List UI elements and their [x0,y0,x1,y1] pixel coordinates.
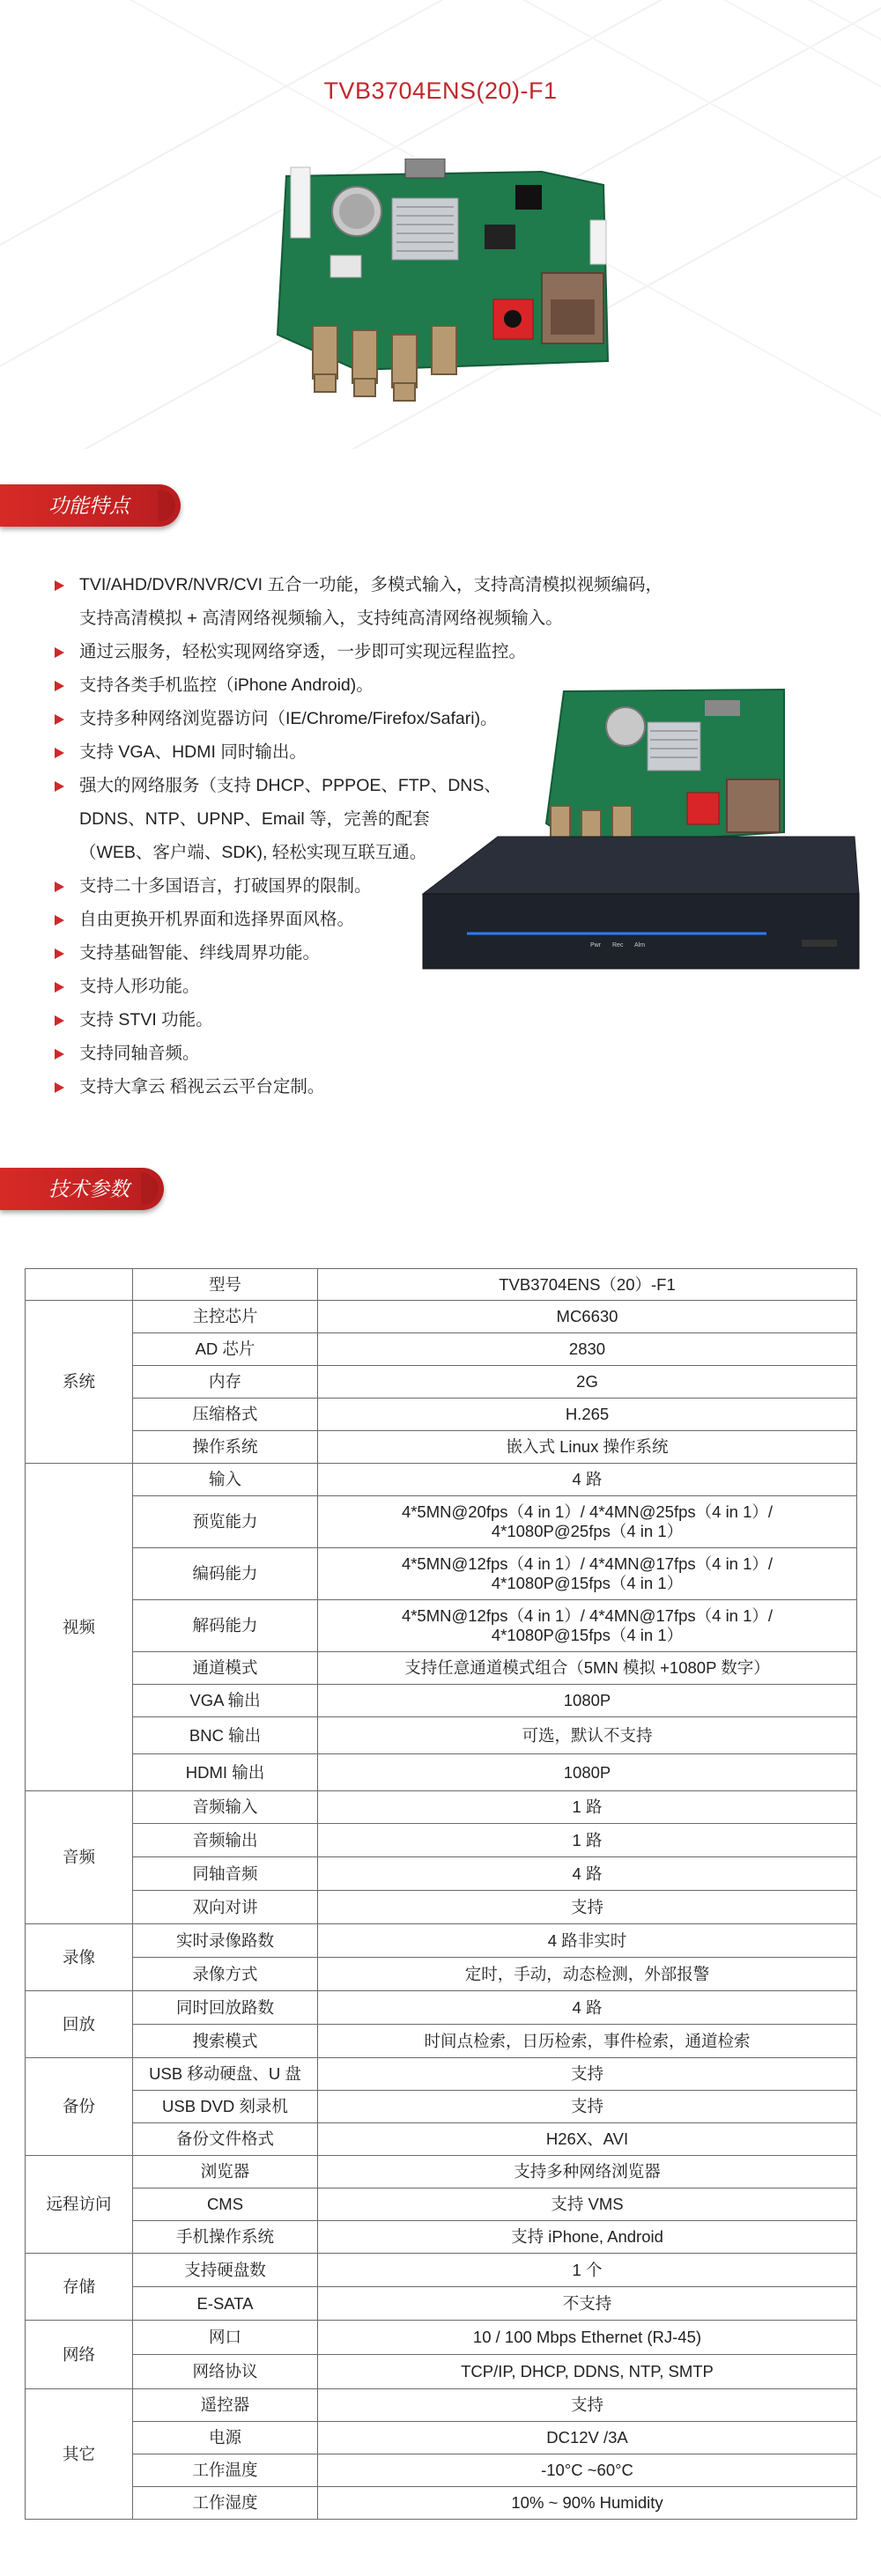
table-row [26,1685,857,1717]
param-cell: VGA 输出 [133,1685,318,1717]
table-row [26,2389,857,2422]
category-cell: 其它 [26,2389,133,2520]
table-row [26,1366,857,1399]
arrow-icon [55,714,64,725]
arrow-icon [55,948,64,959]
table-row [26,1991,857,2025]
arrow-icon [55,1049,64,1059]
value-cell: H.265 [318,1399,857,1431]
value-cell: 4 路 [318,1464,857,1496]
value-cell: 2G [318,1366,857,1399]
value-line: 4*5MN@12fps（4 in 1）/ 4*4MN@17fps（4 in 1）/ [401,1554,774,1573]
table-row [26,1600,857,1652]
arrow-icon [55,915,64,926]
table-row [26,1464,857,1496]
value-cell: 支持任意通道模式组合（5MN 模拟 +1080P 数字） [318,1652,857,1685]
value-cell: MC6630 [318,1301,857,1333]
param-cell: 遥控器 [133,2389,318,2422]
feature-text: 支持基础智能、绊线周界功能。 [79,943,321,963]
param-cell: 解码能力 [133,1600,318,1652]
arrow-icon [55,882,64,892]
features-heading: 功能特点 [0,484,181,527]
param-cell: BNC 输出 [133,1717,318,1754]
feature-text: 支持多种网络浏览器访问（IE/Chrome/Firefox/Safari)。 [79,709,498,728]
value-cell: 1080P [318,1685,857,1717]
alm-label: Alm [634,942,646,948]
value-cell: TCP/IP, DHCP, DDNS, NTP, SMTP [318,2355,857,2389]
value-cell: 4 路 [318,1857,857,1891]
param-cell: 型号 [133,1269,318,1301]
param-cell: 双向对讲 [133,1891,318,1924]
param-cell: 手机操作系统 [133,2221,318,2254]
table-row [26,1891,857,1924]
category-cell: 备份 [26,2058,133,2156]
table-row [26,2025,857,2058]
feature-text: 支持人形功能。 [79,977,200,996]
param-cell: USB 移动硬盘、U 盘 [133,2058,318,2091]
table-row [26,1333,857,1366]
value-line: 4*1080P@15fps（4 in 1） [491,1574,684,1592]
value-cell [318,1600,857,1652]
pwr-label: Pwr [590,942,602,948]
value-cell: 10% ~ 90% Humidity [318,2487,857,2520]
table-row [26,2254,857,2287]
param-cell: CMS [133,2188,318,2221]
value-cell: 支持 [318,2091,857,2123]
value-cell: 1 个 [318,2254,857,2287]
feature-text: （WEB、客户端、SDK), 轻松实现互联互通。 [79,843,427,862]
feature-text: TVI/AHD/DVR/NVR/CVI 五合一功能，多模式输入，支持高清模拟视频编码， [79,575,663,594]
feature-text: 支持各类手机监控（iPhone Android)。 [79,675,374,695]
param-cell: 操作系统 [133,1431,318,1464]
product-image [414,683,872,1000]
table-row [26,2188,857,2221]
feature-text: DDNS、NTP、UPNP、Email 等，完善的配套 [79,809,430,829]
table-row [26,1301,857,1333]
value-cell: 4 路 [318,1991,857,2025]
value-cell: 支持 iPhone, Android [318,2221,857,2254]
param-cell: AD 芯片 [133,1333,318,1366]
arrow-icon [55,580,64,591]
table-row [26,2058,857,2091]
value-cell: 可选，默认不支持 [318,1717,857,1754]
table-row [26,1496,857,1548]
param-cell: 网络协议 [133,2355,318,2389]
spec-table [25,1268,857,2520]
param-cell: 工作温度 [133,2454,318,2487]
arrow-icon [55,681,64,691]
category-cell: 系统 [26,1301,133,1464]
value-cell: 1 路 [318,1824,857,1857]
table-row [26,1431,857,1464]
table-row [26,2454,857,2487]
param-cell: 音频输出 [133,1824,318,1857]
feature-text: 支持同轴音频。 [79,1044,200,1063]
feature-item [55,568,663,635]
table-row [26,2091,857,2123]
param-cell: 输入 [133,1464,318,1496]
feature-text: 支持大拿云 稻视云云平台定制。 [79,1077,325,1096]
table-row [26,2156,857,2188]
table-row [26,1269,857,1301]
param-cell: 内存 [133,1366,318,1399]
category-cell: 音频 [26,1791,133,1924]
value-cell: 不支持 [318,2287,857,2321]
param-cell: 搜索模式 [133,2025,318,2058]
feature-item [55,1037,601,1070]
param-cell: 编码能力 [133,1548,318,1600]
table-row [26,1924,857,1958]
table-cell [26,1269,133,1301]
table-row [26,1399,857,1431]
value-cell: DC12V /3A [318,2422,857,2454]
table-row [26,1754,857,1791]
feature-text: 自由更换开机界面和选择界面风格。 [79,910,355,929]
value-cell [318,1496,857,1548]
feature-text: 通过云服务，轻松实现网络穿透，一步即可实现远程监控。 [79,642,527,661]
hero-section [0,0,881,449]
category-cell: 录像 [26,1924,133,1991]
param-cell: 实时录像路数 [133,1924,318,1958]
arrow-icon [55,748,64,758]
table-row [26,2355,857,2389]
param-cell: 主控芯片 [133,1301,318,1333]
rec-label: Rec [612,942,624,948]
param-cell: 通道模式 [133,1652,318,1685]
value-cell: 定时，手动，动态检测，外部报警 [318,1958,857,1991]
value-cell [318,1548,857,1600]
param-cell: 压缩格式 [133,1399,318,1431]
category-cell: 网络 [26,2321,133,2389]
category-cell: 回放 [26,1991,133,2058]
page-title: TVB3704ENS(20)-F1 [323,78,558,104]
param-cell: USB DVD 刻录机 [133,2091,318,2123]
table-row [26,1791,857,1824]
pcb-board-image [251,159,621,440]
param-cell: 电源 [133,2422,318,2454]
category-cell: 远程访问 [26,2156,133,2254]
param-cell: HDMI 输出 [133,1754,318,1791]
table-row [26,1717,857,1754]
table-row [26,1548,857,1600]
value-cell: 支持 [318,1891,857,1924]
param-cell: 同轴音频 [133,1857,318,1891]
value-cell: 2830 [318,1333,857,1366]
value-cell: 嵌入式 Linux 操作系统 [318,1431,857,1464]
feature-item [55,1003,601,1037]
param-cell: 备份文件格式 [133,2123,318,2156]
feature-item [55,635,601,668]
arrow-icon [55,781,64,792]
table-row [26,1857,857,1891]
table-row [26,2287,857,2321]
param-cell: 支持硬盘数 [133,2254,318,2287]
value-cell: TVB3704ENS（20）-F1 [318,1269,857,1301]
param-cell: 网口 [133,2321,318,2355]
value-cell: 时间点检索，日历检索，事件检索，通道检索 [318,2025,857,2058]
param-cell: 同时回放路数 [133,1991,318,2025]
category-cell: 存储 [26,2254,133,2321]
feature-item [55,1070,601,1103]
value-line: 4*1080P@15fps（4 in 1） [491,1626,684,1644]
value-line: 4*5MN@12fps（4 in 1）/ 4*4MN@17fps（4 in 1）/ [401,1606,774,1625]
table-row [26,2123,857,2156]
arrow-icon [55,982,64,993]
table-row [26,2422,857,2454]
value-cell: -10°C ~60°C [318,2454,857,2487]
value-cell: 4 路非实时 [318,1924,857,1958]
value-cell: 10 / 100 Mbps Ethernet (RJ-45) [318,2321,857,2355]
value-cell: 支持多种网络浏览器 [318,2156,857,2188]
value-cell: H26X、AVI [318,2123,857,2156]
param-cell: 浏览器 [133,2156,318,2188]
table-row [26,2487,857,2520]
value-cell: 支持 VMS [318,2188,857,2221]
value-cell: 支持 [318,2058,857,2091]
param-cell: 录像方式 [133,1958,318,1991]
param-cell: 预览能力 [133,1496,318,1548]
arrow-icon [55,647,64,658]
value-line: 4*1080P@25fps（4 in 1） [491,1522,684,1540]
value-cell: 支持 [318,2389,857,2422]
feature-text: 支持高清模拟 + 高清网络视频输入，支持纯高清网络视频输入。 [79,609,563,628]
table-row [26,1652,857,1685]
table-row [26,2221,857,2254]
value-cell: 1 路 [318,1791,857,1824]
value-cell: 1080P [318,1754,857,1791]
arrow-icon [55,1082,64,1093]
table-row [26,2321,857,2355]
category-cell: 视频 [26,1464,133,1791]
feature-text: 支持二十多国语言，打破国界的限制。 [79,876,372,896]
param-cell: 音频输入 [133,1791,318,1824]
feature-text: 支持 VGA、HDMI 同时输出。 [79,742,307,762]
specs-heading: 技术参数 [0,1168,164,1210]
param-cell: E-SATA [133,2287,318,2321]
table-row [26,1958,857,1991]
feature-text: 支持 STVI 功能。 [79,1010,213,1030]
arrow-icon [55,1015,64,1026]
param-cell: 工作湿度 [133,2487,318,2520]
table-row [26,1824,857,1857]
value-line: 4*5MN@20fps（4 in 1）/ 4*4MN@25fps（4 in 1）/ [401,1502,774,1521]
feature-text: 强大的网络服务（支持 DHCP、PPPOE、FTP、DNS、 [79,776,501,795]
